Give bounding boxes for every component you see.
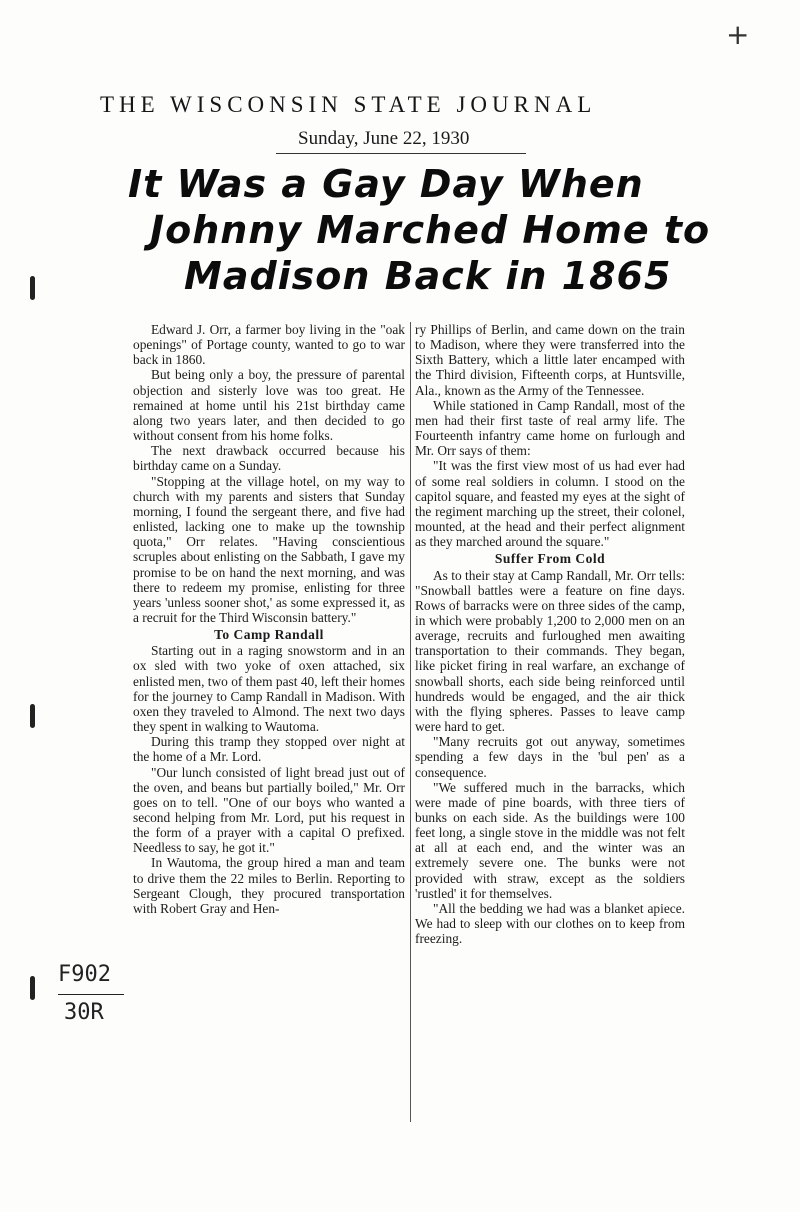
dateline-rule — [276, 153, 526, 154]
left-column — [133, 322, 405, 916]
left-paragraph-2: But being only a boy, the pressure of parental objection and sisterly love was too great. He remained at home until his 21st birthday came along two years later, and then decided to go without consent from his home folks. — [133, 367, 405, 444]
column-divider — [410, 322, 411, 1122]
headline-line-1: It Was a Gay Day When — [128, 162, 644, 206]
handwritten-page-code: 30R — [64, 1000, 104, 1025]
left-paragraph-7: "Our lunch consisted of light bread just out of the oven, and beans but partially boiled," Mr. Orr goes on to tell. "One of our boys who wanted a second helping from Mr. Lord, put his request in the form of a prayer with a capital O prefixed. Needless to say, he got it." — [133, 764, 405, 856]
right-paragraph-1: ry Phillips of Berlin, and came down on the train to Madison, where they were transferred into the Sixth Battery, which a little later encamped with the Third division, Fifteenth corps, at Huntsville, Ala., known as the Army of the Tennessee. — [415, 322, 685, 398]
plus-mark: + — [726, 18, 750, 51]
left-paragraph-6: During this tramp they stopped over night at the home of a Mr. Lord. — [133, 734, 405, 765]
right-paragraph-6: "We suffered much in the barracks, which were made of pine boards, with three tiers of bunks on each side. As the buildings were 100 feet long, a single stove in the middle was not felt at all at each end, and the winter was an extremely severe one. The bunks were not provided with straw, except as the soldiers 'rustled' it for themselves. — [415, 779, 685, 901]
left-paragraph-4: "Stopping at the village hotel, on my way to church with my parents and sisters that Sunday morning, I found the sergeant there, and five had enlisted, lacking one to make up the township quota," Orr relates. "Having conscientious scruples about enlisting on the Sabbath, I gave my promise to be on hand the next morning, and was there to redeem my promise, enlisting for three years 'unless sooner shot,' as some expressed it, as a recruit for the Third Wisconsin battery." — [133, 473, 405, 625]
right-paragraph-2: While stationed in Camp Randall, most of the men had their first taste of real army life. The Fourteenth infantry came home on furlough and Mr. Orr says of them: — [415, 397, 685, 459]
dateline: Sunday, June 22, 1930 — [298, 128, 470, 149]
subhead-suffer-from-cold: Suffer From Cold — [494, 551, 606, 567]
right-column — [415, 322, 685, 946]
right-paragraph-5: "Many recruits got out anyway, sometimes spending a few days in the 'bul pen' as a consequence. — [415, 734, 685, 780]
right-paragraph-7: "All the bedding we had was a blanket apiece. We had to sleep with our clothes on to keep from freezing. — [415, 900, 685, 947]
handwritten-file-code: F902 — [58, 962, 111, 987]
left-paragraph-8: In Wautoma, the group hired a man and team to drive them the 22 miles to Berlin. Reporting to Sergeant Clough, they procured transportation with Robert Gray and Hen- — [133, 855, 405, 916]
handwritten-rule — [58, 994, 124, 995]
binding-mark — [30, 276, 35, 300]
left-paragraph-3: The next drawback occurred because his birthday came on a Sunday. — [133, 443, 405, 474]
left-paragraph-5: Starting out in a raging snowstorm and in an ox sled with two yoke of oxen attached, six enlisted men, two of them past 40, left their homes for the journey to Camp Randall in Madison. With oxen they traveled to Almond. The next two days they spent in walking to Wautoma. — [133, 643, 405, 735]
headline-line-3: Madison Back in 1865 — [184, 254, 672, 298]
subhead-to-camp-randall: To Camp Randall — [214, 627, 324, 643]
masthead: THE WISCONSIN STATE JOURNAL — [100, 92, 597, 117]
right-paragraph-4: As to their stay at Camp Randall, Mr. Orr tells: "Snowball battles were a feature on fine days. Rows of barracks were on three sides of the camp, in which were probably 1,200 to 2,000 men on an average, recruits and furloughed men awaiting transportation to their commands. They began, like picket firing in real warfare, an exchange of snowball shorts, each side being reinforced until hundreds would be engaged, and the air thick with the flying spheres. Passes to leave camp were hard to get. — [415, 567, 685, 735]
binding-mark — [30, 976, 35, 1000]
binding-mark — [30, 704, 35, 728]
right-paragraph-3: "It was the first view most of us had ever had of some real soldiers in column. I stood on the capitol square, and feasted my eyes at the sight of the regiment marching up the street, their colonel, mounted, at the head and their perfect alignment as they marched around the square." — [415, 458, 685, 550]
left-paragraph-1: Edward J. Orr, a farmer boy living in the "oak openings" of Portage county, wanted to go to war back in 1860. — [133, 322, 405, 368]
headline-line-2: Johnny Marched Home to — [150, 208, 711, 252]
